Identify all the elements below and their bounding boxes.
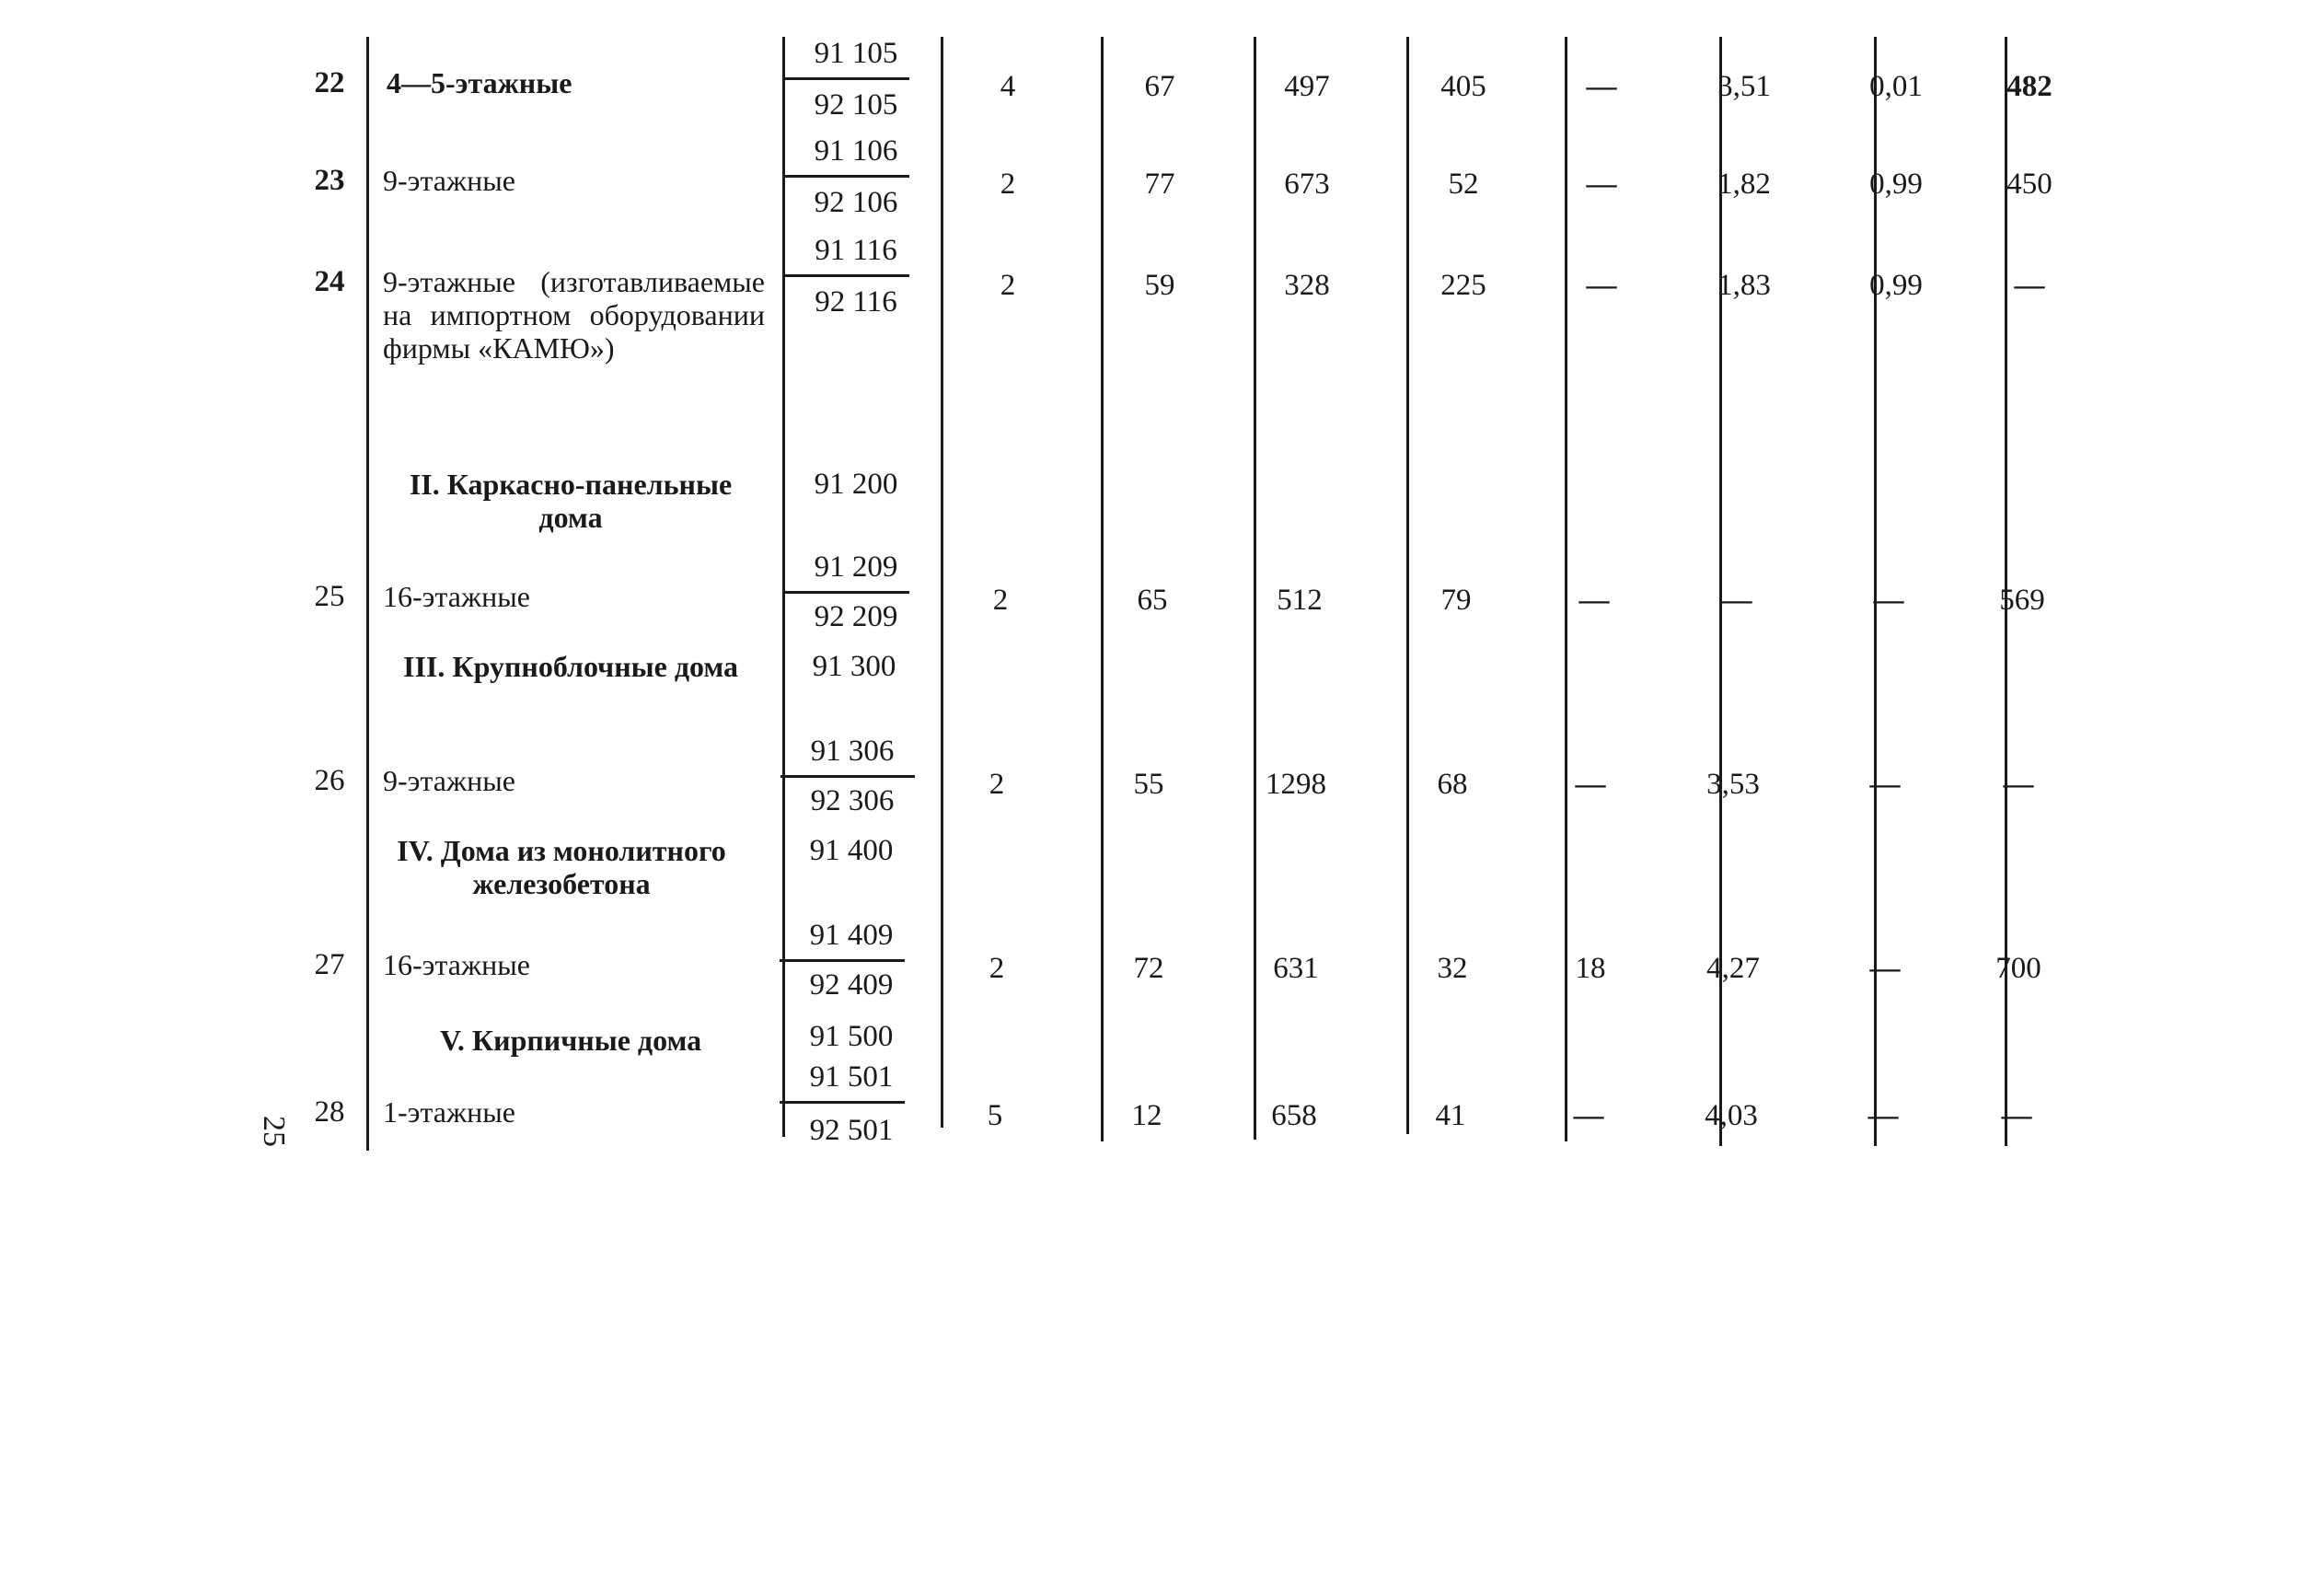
code-numerator: 91 209 (814, 550, 898, 584)
row-label: 9-этажные (383, 764, 515, 797)
table-cell: — (1869, 768, 1901, 801)
table-cell: — (1873, 584, 1904, 617)
table-cell: 225 (1440, 269, 1486, 302)
section-header-brick: V. Кирпичные дома (439, 1024, 702, 1057)
table-cell: 512 (1277, 584, 1323, 617)
table-cell: 2 (1000, 269, 1016, 302)
table-cell: 3,53 (1706, 768, 1760, 801)
table-cell: 68 (1437, 768, 1468, 801)
code-numerator: 91 105 (814, 37, 898, 70)
column-rule (366, 37, 369, 1151)
table-cell: 2 (1000, 168, 1016, 201)
table-cell: 79 (1440, 584, 1472, 617)
code-numerator: 91 409 (809, 919, 894, 952)
row-number: 25 (314, 580, 345, 613)
code-numerator: 91 106 (814, 134, 898, 168)
row-label: 16-этажные (383, 948, 530, 981)
row-number: 27 (314, 948, 345, 981)
row-label: 9-этажные (383, 164, 515, 197)
table-cell: 3,51 (1717, 70, 1771, 103)
table-cell: — (1869, 952, 1901, 985)
section-code: 91 400 (809, 834, 894, 867)
table-cell: 72 (1133, 952, 1164, 985)
section-header-frame-panel: II. Каркасно-панельные дома (409, 468, 733, 534)
code-numerator: 91 116 (815, 234, 897, 267)
table-cell: 77 (1144, 168, 1175, 201)
page-number: 25 (257, 1116, 291, 1147)
table-cell: 673 (1284, 168, 1330, 201)
table-cell: 52 (1448, 168, 1479, 201)
table-cell: 59 (1144, 269, 1175, 302)
row-number: 28 (314, 1095, 345, 1129)
section-header-large-block: III. Крупноблочные дома (403, 650, 738, 683)
table-cell: 4,03 (1705, 1099, 1758, 1132)
table-cell: 0,99 (1869, 168, 1923, 201)
table-cell: 5 (987, 1099, 1003, 1132)
table-cell: 2 (992, 584, 1009, 617)
table-cell: 18 (1575, 952, 1606, 985)
table-cell: 497 (1284, 70, 1330, 103)
table-cell: 0,99 (1869, 269, 1923, 302)
table-cell: 405 (1440, 70, 1486, 103)
row-number: 23 (314, 164, 345, 197)
code-denominator: 92 501 (809, 1114, 894, 1147)
table-cell: 1,82 (1717, 168, 1771, 201)
table-cell: 1,83 (1717, 269, 1771, 302)
table-cell: — (2001, 1099, 2032, 1132)
row-label: 9-этажные (изготавливаемые на импортном оборудовании фирмы «КАМЮ») (383, 265, 765, 365)
table-cell: 569 (1999, 584, 2045, 617)
section-code: 91 300 (812, 650, 896, 683)
fraction-bar (780, 959, 905, 962)
row-label: 16-этажные (383, 580, 530, 613)
table-cell: — (2003, 768, 2034, 801)
table-cell: 32 (1437, 952, 1468, 985)
row-number: 22 (314, 66, 345, 99)
fraction-bar (784, 175, 909, 178)
table-cell: 12 (1131, 1099, 1162, 1132)
fraction-bar (780, 775, 915, 778)
table-cell: — (1586, 168, 1617, 201)
table-cell: 65 (1137, 584, 1168, 617)
fraction-bar (784, 77, 909, 80)
code-denominator: 92 409 (809, 968, 894, 1002)
code-denominator: 92 105 (814, 88, 898, 122)
fraction-bar (780, 1101, 905, 1104)
code-denominator: 92 116 (815, 285, 897, 318)
row-number: 26 (314, 764, 345, 797)
table-cell: 0,01 (1869, 70, 1923, 103)
table-cell: 482 (2006, 70, 2052, 103)
table-cell: 2 (989, 768, 1005, 801)
row-label: 4—5-этажные (387, 66, 572, 99)
table-cell: 4 (1000, 70, 1016, 103)
table-cell: 658 (1271, 1099, 1317, 1132)
section-code: 91 500 (809, 1020, 894, 1053)
table-cell: — (1721, 584, 1752, 617)
table-cell: 631 (1273, 952, 1319, 985)
table-cell: — (2014, 269, 2045, 302)
fraction-bar (784, 274, 909, 277)
table-cell: 55 (1133, 768, 1164, 801)
table-cell: — (1575, 768, 1606, 801)
row-number: 24 (314, 265, 345, 298)
row-label: 1-этажные (383, 1095, 515, 1129)
table-cell: 450 (2006, 168, 2052, 201)
table-cell: 2 (989, 952, 1005, 985)
fraction-bar (784, 591, 909, 594)
code-numerator: 91 306 (810, 735, 895, 768)
table-cell: 1298 (1266, 768, 1326, 801)
table-cell: — (1867, 1099, 1899, 1132)
table-cell: 67 (1144, 70, 1175, 103)
table-cell: — (1578, 584, 1610, 617)
code-denominator: 92 306 (810, 784, 895, 817)
column-rule (782, 37, 785, 1137)
section-code: 91 200 (814, 468, 898, 501)
code-denominator: 92 209 (814, 600, 898, 633)
table-cell: 41 (1435, 1099, 1466, 1132)
table-cell: — (1586, 269, 1617, 302)
code-denominator: 92 106 (814, 186, 898, 219)
table-cell: 700 (1995, 952, 2041, 985)
table-cell: — (1573, 1099, 1604, 1132)
table-cell: 328 (1284, 269, 1330, 302)
code-numerator: 91 501 (809, 1060, 894, 1094)
table-cell: — (1586, 70, 1617, 103)
section-header-monolithic: IV. Дома из монолитного железобетона (397, 834, 726, 900)
table-cell: 4,27 (1706, 952, 1760, 985)
